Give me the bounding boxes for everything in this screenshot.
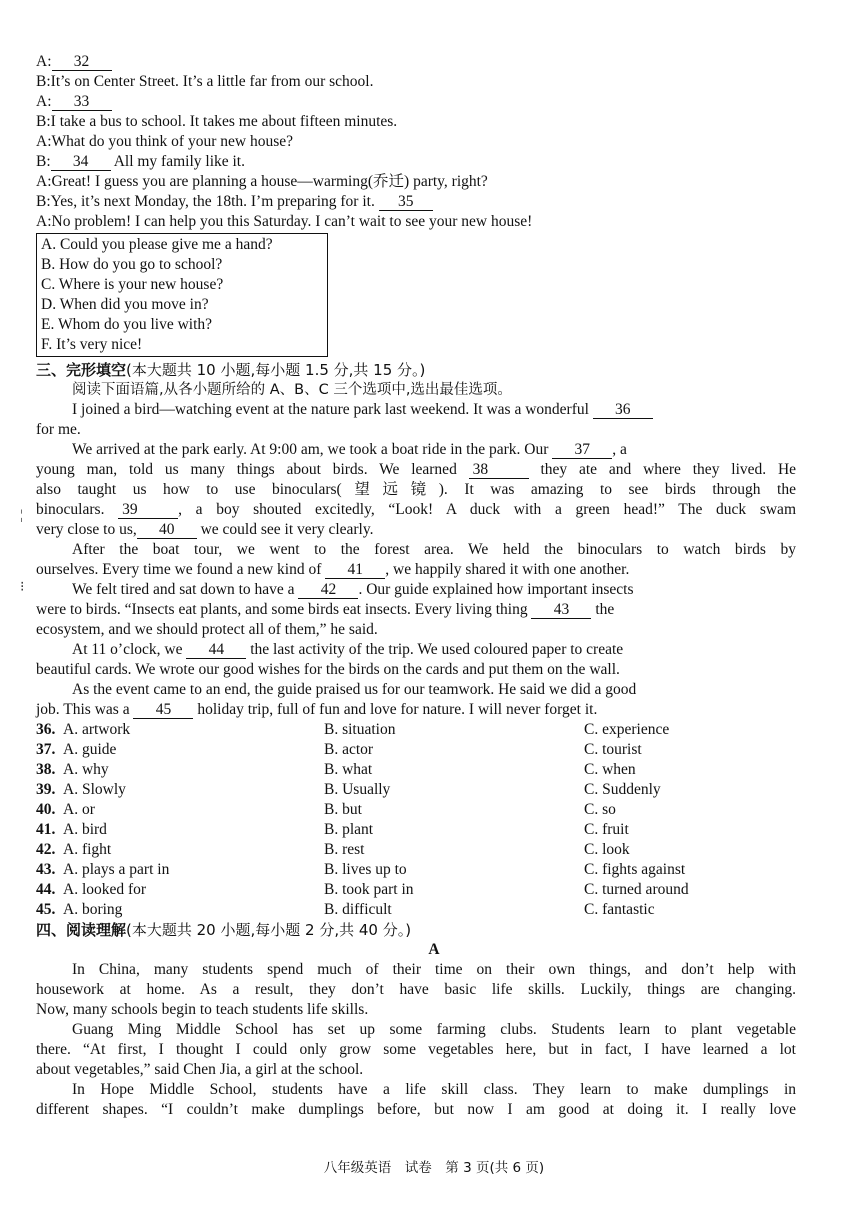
page-footer: 八年级英语 试卷 第 3 页(共 6 页) <box>323 1160 545 1176</box>
option-d: D. When did you move in? <box>41 296 209 313</box>
choice-row-39: 39. A. Slowly B. Usually C. Suddenly <box>36 781 661 798</box>
option-f: F. It’s very nice! <box>41 336 143 353</box>
passage-line-11: were to birds. “Insects eat plants, and some birds eat insects. Every living thing 43 the <box>36 601 615 618</box>
passage-line-10: We felt tired and sat down to have a 42 . Our guide explained how important insects <box>72 581 634 598</box>
dialogue-line-1: A: 32 <box>36 52 796 72</box>
reading-line-8: different shapes. “I couldn’t make dumplings before, but now I am good at doing it. I really love <box>36 1101 796 1118</box>
blank-35: 35 <box>379 193 433 211</box>
passage-line-3: We arrived at the park early. At 9:00 am, we took a boat ride in the park. Our 37 , a <box>72 441 627 458</box>
reading-line-2: housework at home. As a result, they don’t have basic life skills. Luckily, things are changing. <box>36 981 796 998</box>
option-a: A. Could you please give me a hand? <box>41 236 273 253</box>
dialogue-line-6: B: 34 All my family like it. <box>36 153 245 170</box>
reading-line-5: there. “At first, I thought I could only grow some vegetables here, but in fact, I have learned a lot <box>36 1041 796 1058</box>
blank-44: 44 <box>186 641 246 659</box>
section-3-heading: 三、完形填空(本大题共 10 小题,每小题 1.5 分,共 15 分。) <box>36 361 426 379</box>
section-3-instruction: 阅读下面语篇,从各小题所给的 A、B、C 三个选项中,选出最佳选项。 <box>72 382 512 398</box>
reading-line-6: about vegetables,” said Chen Jia, a girl at the school. <box>36 1061 364 1078</box>
passage-line-6: binoculars. 39 , a boy shouted excitedly, “Look! A duck with a green head!” The duck swam <box>36 501 796 518</box>
section-4-heading: 四、阅读理解(本大题共 20 小题,每小题 2 分,共 40 分。) <box>36 921 412 939</box>
margin-mark: ¦ <box>20 508 23 523</box>
dialogue-line-5: A:What do you think of your new house? <box>36 133 293 150</box>
blank-34: 34 <box>51 153 111 171</box>
dialogue-line-4: B:I take a bus to school. It takes me about fifteen minutes. <box>36 113 398 130</box>
blank-38: 38 <box>469 461 529 479</box>
blank-45: 45 <box>133 701 193 719</box>
option-b: B. How do you go to school? <box>41 256 223 273</box>
option-e: E. Whom do you live with? <box>41 316 213 333</box>
options-box <box>36 233 328 357</box>
passage-line-1: I joined a bird—watching event at the nature park last weekend. It was a wonderful 36 <box>72 400 796 420</box>
passage-line-15: As the event came to an end, the guide praised us for our teamwork. He said we did a good <box>72 681 637 698</box>
passage-line-5: also taught us how to use binoculars(望远镜). It was amazing to see birds through the <box>36 481 796 498</box>
passage-line-2: for me. <box>36 421 81 438</box>
dialogue-line-3: A: 33 <box>36 92 796 112</box>
blank-33: 33 <box>52 93 112 111</box>
blank-32: 32 <box>52 53 112 71</box>
choice-row-41: 41. A. bird B. plant C. fruit <box>36 821 629 838</box>
reading-line-1: In China, many students spend much of their time on their own things, and don’t help with <box>72 961 796 978</box>
margin-mark: ⁝ <box>20 580 25 595</box>
passage-a-title: A <box>428 941 440 958</box>
choice-row-45: 45. A. boring B. difficult C. fantastic <box>36 901 655 918</box>
reading-line-3: Now, many schools begin to teach students life skills. <box>36 1001 369 1018</box>
dialogue-line-8: B:Yes, it’s next Monday, the 18th. I’m preparing for it. 35 <box>36 192 796 212</box>
option-c: C. Where is your new house? <box>41 276 224 293</box>
blank-37: 37 <box>552 441 612 459</box>
passage-line-9: ourselves. Every time we found a new kind of 41 , we happily shared it with one another. <box>36 561 630 578</box>
reading-line-4: Guang Ming Middle School has set up some farming clubs. Students learn to plant vegetable <box>72 1021 796 1038</box>
dialogue-line-2: B:It’s on Center Street. It’s a little far from our school. <box>36 73 374 90</box>
choice-row-38: 38. A. why B. what C. when <box>36 761 636 778</box>
passage-line-14: beautiful cards. We wrote our good wishes for the birds on the cards and put them on the wall. <box>36 661 620 678</box>
dialogue-line-7: A:Great! I guess you are planning a house—warming(乔迁) party, right? <box>36 173 488 190</box>
passage-line-13: At 11 o’clock, we 44 the last activity of the trip. We used coloured paper to create <box>72 641 624 658</box>
choice-row-44: 44. A. looked for B. took part in C. turned around <box>36 881 689 898</box>
blank-36: 36 <box>593 401 653 419</box>
blank-41: 41 <box>325 561 385 579</box>
passage-line-16: job. This was a 45 holiday trip, full of fun and love for nature. I will never forget it. <box>36 701 598 718</box>
passage-line-12: ecosystem, and we should protect all of them,” he said. <box>36 621 378 638</box>
choice-row-40: 40. A. or B. but C. so <box>36 801 616 818</box>
choice-row-36: 36. A. artwork B. situation C. experience <box>36 721 670 738</box>
blank-43: 43 <box>531 601 591 619</box>
reading-line-7: In Hope Middle School, students have a life skill class. They learn to make dumplings in <box>72 1081 796 1098</box>
blank-42: 42 <box>298 581 358 599</box>
blank-40: 40 <box>137 521 197 539</box>
choice-row-37: 37. A. guide B. actor C. tourist <box>36 741 642 758</box>
passage-line-4: young man, told us many things about birds. We learned 38 they ate and where they lived. He <box>36 461 797 478</box>
passage-line-8: After the boat tour, we went to the forest area. We held the binoculars to watch birds by <box>72 541 796 558</box>
passage-line-7: very close to us, 40 we could see it very clearly. <box>36 521 374 538</box>
choice-row-43: 43. A. plays a part in B. lives up to C. fights against <box>36 861 686 878</box>
blank-39: 39 <box>118 501 178 519</box>
dialogue-line-9: A:No problem! I can help you this Saturday. I can’t wait to see your new house! <box>36 213 533 230</box>
choice-row-42: 42. A. fight B. rest C. look <box>36 841 630 858</box>
